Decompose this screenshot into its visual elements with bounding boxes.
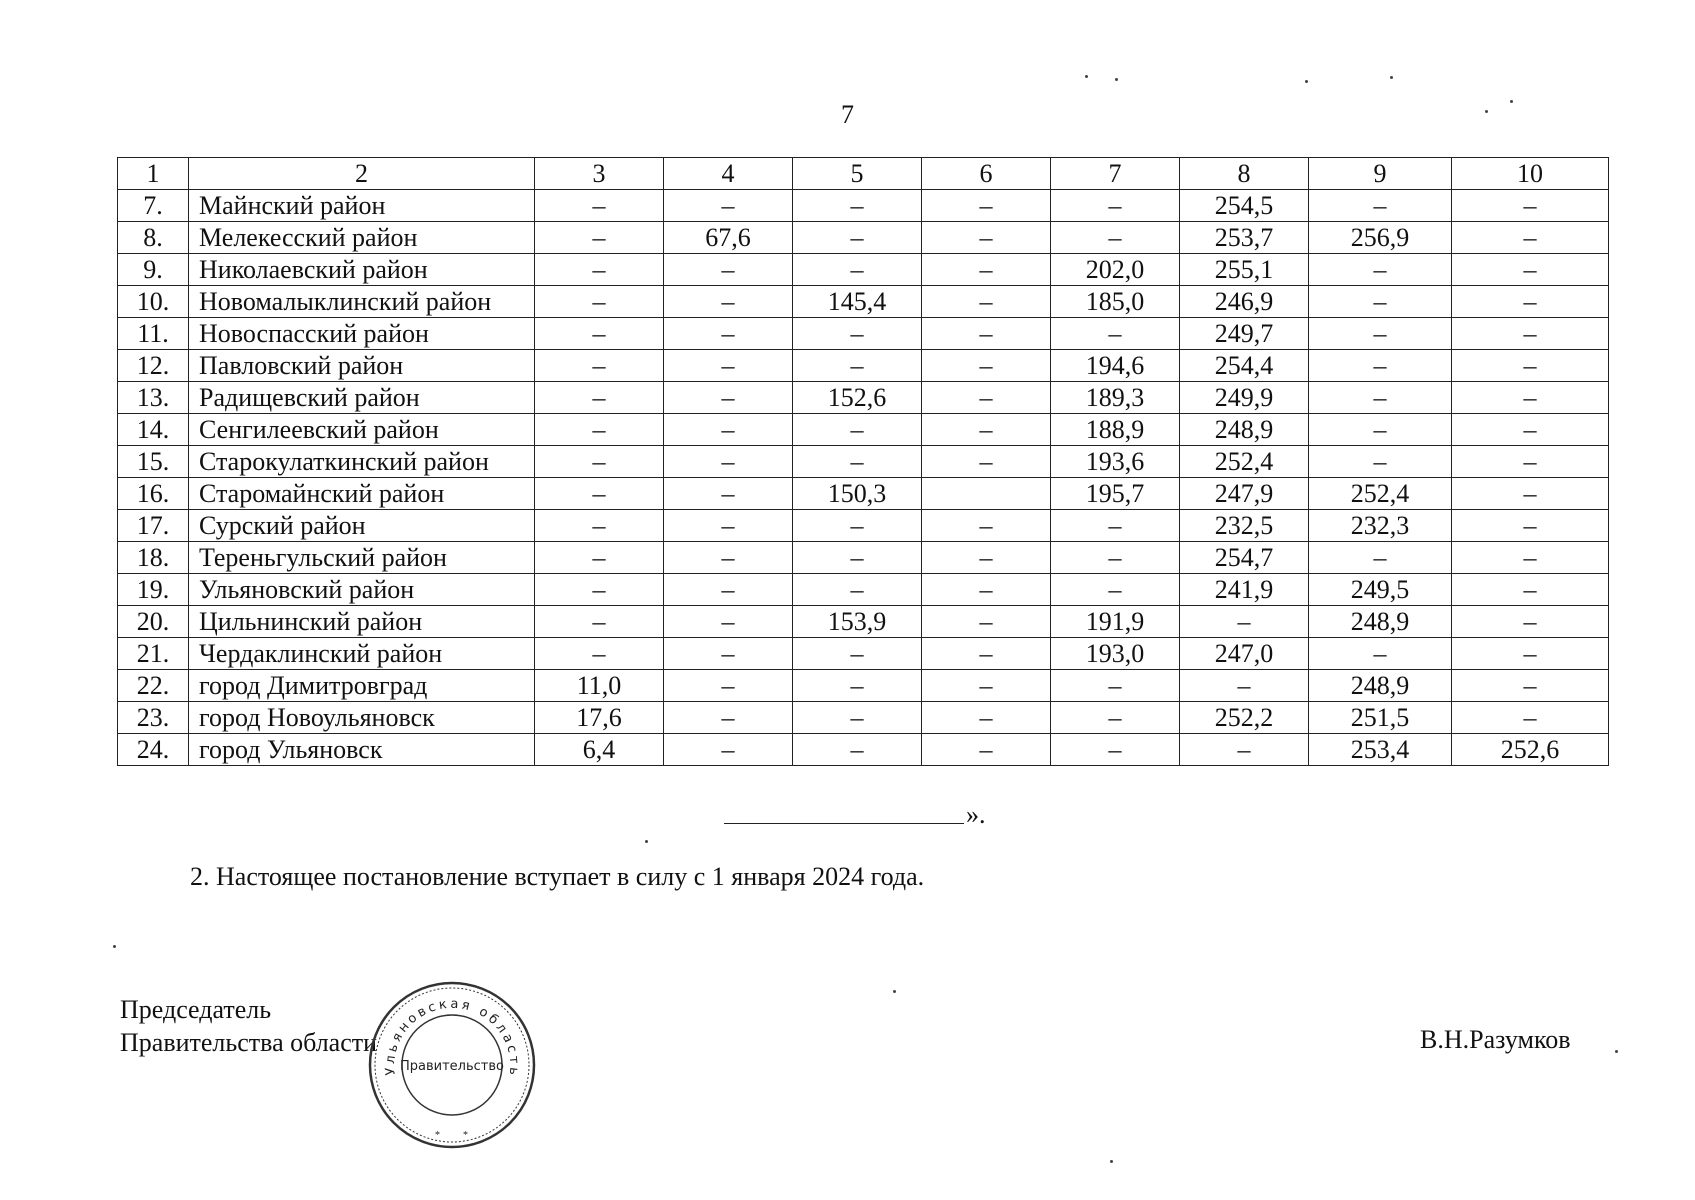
value-cell: 252,4 [1180,446,1309,478]
value-cell: 145,4 [793,286,922,318]
value-cell: – [664,414,793,446]
value-cell: 153,9 [793,606,922,638]
value-cell: – [1051,222,1180,254]
scan-speck [1085,75,1088,78]
value-cell: – [793,510,922,542]
value-cell: – [664,446,793,478]
table-row [118,222,1609,254]
table-row [118,318,1609,350]
district-name-cell: Старомайнский район [189,478,535,510]
value-cell: – [1452,638,1609,670]
row-number-cell: 24. [118,734,189,766]
district-name-cell: Старокулаткинский район [189,446,535,478]
value-cell: – [535,574,664,606]
value-cell: – [535,286,664,318]
value-cell: – [922,542,1051,574]
value-cell: – [1309,382,1452,414]
scan-speck [1110,1160,1113,1163]
value-cell: – [1452,446,1609,478]
value-cell: – [664,606,793,638]
value-cell: – [1452,318,1609,350]
header-cell: 1 [118,158,189,190]
value-cell: 152,6 [793,382,922,414]
table-header-row [118,158,1609,190]
value-cell: – [664,382,793,414]
value-cell: 248,9 [1180,414,1309,446]
value-cell: – [1051,734,1180,766]
value-cell: – [1309,190,1452,222]
value-cell: 253,7 [1180,222,1309,254]
table-row [118,670,1609,702]
value-cell: – [1309,638,1452,670]
value-cell: – [1452,382,1609,414]
value-cell: – [922,350,1051,382]
row-number-cell: 13. [118,382,189,414]
value-cell: – [535,222,664,254]
value-cell: – [793,734,922,766]
seal-star-icon: * [463,1130,468,1141]
signer-title [120,993,377,1059]
value-cell: – [1452,670,1609,702]
value-cell: – [922,414,1051,446]
value-cell: 189,3 [1051,382,1180,414]
row-number-cell: 18. [118,542,189,574]
value-cell: – [793,542,922,574]
value-cell: – [664,286,793,318]
scan-speck [1305,80,1308,83]
value-cell: 241,9 [1180,574,1309,606]
table-row [118,702,1609,734]
value-cell: – [535,382,664,414]
value-cell: – [535,478,664,510]
value-cell: – [793,254,922,286]
value-cell: 256,9 [1309,222,1452,254]
value-cell: 246,9 [1180,286,1309,318]
row-number-cell: 12. [118,350,189,382]
value-cell: – [535,350,664,382]
value-cell: – [1309,318,1452,350]
value-cell: 254,4 [1180,350,1309,382]
table-row [118,254,1609,286]
value-cell: – [1051,542,1180,574]
value-cell: 247,9 [1180,478,1309,510]
value-cell: – [922,382,1051,414]
value-cell: 6,4 [535,734,664,766]
value-cell: 255,1 [1180,254,1309,286]
value-cell: – [1309,254,1452,286]
table-row [118,574,1609,606]
seal-ring-text: Ульяновская область [383,996,522,1079]
district-name-cell: Тереньгульский район [189,542,535,574]
value-cell: – [793,350,922,382]
value-cell: – [664,702,793,734]
rates-table [117,157,1609,766]
value-cell: 195,7 [1051,478,1180,510]
scan-speck [1510,100,1513,103]
value-cell: 254,7 [1180,542,1309,574]
value-cell: – [1452,190,1609,222]
value-cell: 248,9 [1309,670,1452,702]
value-cell: – [922,286,1051,318]
district-name-cell: город Димитровград [189,670,535,702]
table-row [118,478,1609,510]
scan-speck [1485,110,1488,113]
value-cell: – [1309,350,1452,382]
row-number-cell: 11. [118,318,189,350]
scan-speck [1615,1050,1618,1053]
value-cell: 193,0 [1051,638,1180,670]
header-cell: 2 [189,158,535,190]
value-cell: 249,5 [1309,574,1452,606]
district-name-cell: город Новоульяновск [189,702,535,734]
district-name-cell: Мелекесский район [189,222,535,254]
value-cell [922,478,1051,510]
value-cell: 249,7 [1180,318,1309,350]
row-number-cell: 9. [118,254,189,286]
scan-speck [1390,76,1393,79]
table-row [118,382,1609,414]
value-cell: 202,0 [1051,254,1180,286]
value-cell: – [535,318,664,350]
row-number-cell: 14. [118,414,189,446]
value-cell: – [922,190,1051,222]
row-number-cell: 8. [118,222,189,254]
official-seal [365,980,540,1150]
value-cell: – [1452,222,1609,254]
value-cell: – [1452,574,1609,606]
value-cell: – [922,606,1051,638]
value-cell: 17,6 [535,702,664,734]
value-cell: 248,9 [1309,606,1452,638]
row-number-cell: 19. [118,574,189,606]
value-cell: – [1452,606,1609,638]
value-cell: 252,6 [1452,734,1609,766]
value-cell: – [922,702,1051,734]
signer-title-line2: Правительства области [120,1028,378,1057]
value-cell: – [1309,286,1452,318]
row-number-cell: 16. [118,478,189,510]
header-cell: 7 [1051,158,1180,190]
header-cell: 3 [535,158,664,190]
value-cell: – [793,222,922,254]
value-cell: – [535,254,664,286]
district-name-cell: Николаевский район [189,254,535,286]
value-cell: – [922,222,1051,254]
value-cell: – [1051,190,1180,222]
seal-star-icon: * [435,1130,440,1141]
page-number: 7 [841,100,854,129]
district-name-cell: Майнский район [189,190,535,222]
value-cell: – [793,446,922,478]
value-cell: – [1051,670,1180,702]
table-row [118,638,1609,670]
district-name-cell: Чердаклинский район [189,638,535,670]
value-cell: 188,9 [1051,414,1180,446]
district-name-cell: Радищевский район [189,382,535,414]
value-cell: 251,5 [1309,702,1452,734]
value-cell: – [535,542,664,574]
header-cell: 8 [1180,158,1309,190]
value-cell: – [922,734,1051,766]
value-cell: – [793,318,922,350]
value-cell: – [1452,350,1609,382]
scan-speck [113,945,116,948]
effective-date-clause: 2. Настоящее постановление вступает в силу с 1 января 2024 года. [190,862,925,891]
value-cell: 193,6 [1051,446,1180,478]
value-cell: – [664,574,793,606]
value-cell: – [922,670,1051,702]
value-cell: 249,9 [1180,382,1309,414]
header-cell: 10 [1452,158,1609,190]
value-cell: – [664,478,793,510]
table-body [118,190,1609,766]
value-cell: – [664,510,793,542]
value-cell: – [793,414,922,446]
row-number-cell: 20. [118,606,189,638]
closing-mark [720,800,1000,830]
district-name-cell: Павловский район [189,350,535,382]
value-cell: – [1452,286,1609,318]
row-number-cell: 15. [118,446,189,478]
header-cell: 6 [922,158,1051,190]
row-number-cell: 21. [118,638,189,670]
value-cell: – [922,318,1051,350]
value-cell: 11,0 [535,670,664,702]
value-cell: – [922,638,1051,670]
district-name-cell: Ульяновский район [189,574,535,606]
row-number-cell: 22. [118,670,189,702]
value-cell: – [922,574,1051,606]
value-cell: 252,2 [1180,702,1309,734]
value-cell: – [664,542,793,574]
row-number-cell: 17. [118,510,189,542]
value-cell: – [1180,670,1309,702]
row-number-cell: 10. [118,286,189,318]
value-cell: – [535,638,664,670]
value-cell: 232,5 [1180,510,1309,542]
value-cell: – [1452,478,1609,510]
district-name-cell: Новоспасский район [189,318,535,350]
row-number-cell: 23. [118,702,189,734]
header-cell: 5 [793,158,922,190]
district-name-cell: Цильнинский район [189,606,535,638]
district-name-cell: Новомалыклинский район [189,286,535,318]
value-cell: – [535,446,664,478]
district-name-cell: Сурский район [189,510,535,542]
value-cell: 191,9 [1051,606,1180,638]
value-cell: – [1051,702,1180,734]
table-row [118,414,1609,446]
value-cell: 67,6 [664,222,793,254]
value-cell: 247,0 [1180,638,1309,670]
value-cell: 194,6 [1051,350,1180,382]
value-cell: – [664,254,793,286]
value-cell: – [922,510,1051,542]
value-cell: – [535,190,664,222]
header-cell: 4 [664,158,793,190]
value-cell: – [664,734,793,766]
value-cell: – [1309,446,1452,478]
value-cell: 252,4 [1309,478,1452,510]
header-cell: 9 [1309,158,1452,190]
scan-speck [645,840,648,843]
value-cell: – [664,638,793,670]
district-name-cell: город Ульяновск [189,734,535,766]
scan-speck [893,990,896,993]
value-cell: – [535,414,664,446]
value-cell: – [1180,734,1309,766]
value-cell: 150,3 [793,478,922,510]
value-cell: – [1452,414,1609,446]
value-cell: – [922,446,1051,478]
value-cell: – [1452,702,1609,734]
closing-quote: ». [966,800,986,829]
value-cell: – [664,318,793,350]
signer-name: В.Н.Разумков [1420,1025,1571,1054]
value-cell: 185,0 [1051,286,1180,318]
value-cell: – [793,638,922,670]
value-cell: – [922,254,1051,286]
value-cell: – [1051,318,1180,350]
value-cell: – [1452,542,1609,574]
scan-speck [1115,78,1118,81]
table-row [118,510,1609,542]
value-cell: – [1051,510,1180,542]
closing-underline [724,823,964,824]
value-cell: – [664,350,793,382]
table-row [118,286,1609,318]
value-cell: – [793,190,922,222]
value-cell: 254,5 [1180,190,1309,222]
row-number-cell: 7. [118,190,189,222]
signer-title-line1: Председатель [120,995,272,1024]
value-cell: – [1180,606,1309,638]
value-cell: – [1051,574,1180,606]
district-name-cell: Сенгилеевский район [189,414,535,446]
table-row [118,734,1609,766]
value-cell: – [664,190,793,222]
table-row [118,190,1609,222]
value-cell: – [535,510,664,542]
value-cell: – [1452,254,1609,286]
table-row [118,542,1609,574]
value-cell: – [1309,414,1452,446]
value-cell: – [1309,542,1452,574]
value-cell: – [664,670,793,702]
value-cell: – [793,574,922,606]
value-cell: 232,3 [1309,510,1452,542]
value-cell: – [793,670,922,702]
value-cell: – [793,702,922,734]
value-cell: – [535,606,664,638]
value-cell: – [1452,510,1609,542]
table-row [118,350,1609,382]
table-row [118,606,1609,638]
value-cell: 253,4 [1309,734,1452,766]
table-row [118,446,1609,478]
seal-center-text: Правительство [400,1059,504,1074]
